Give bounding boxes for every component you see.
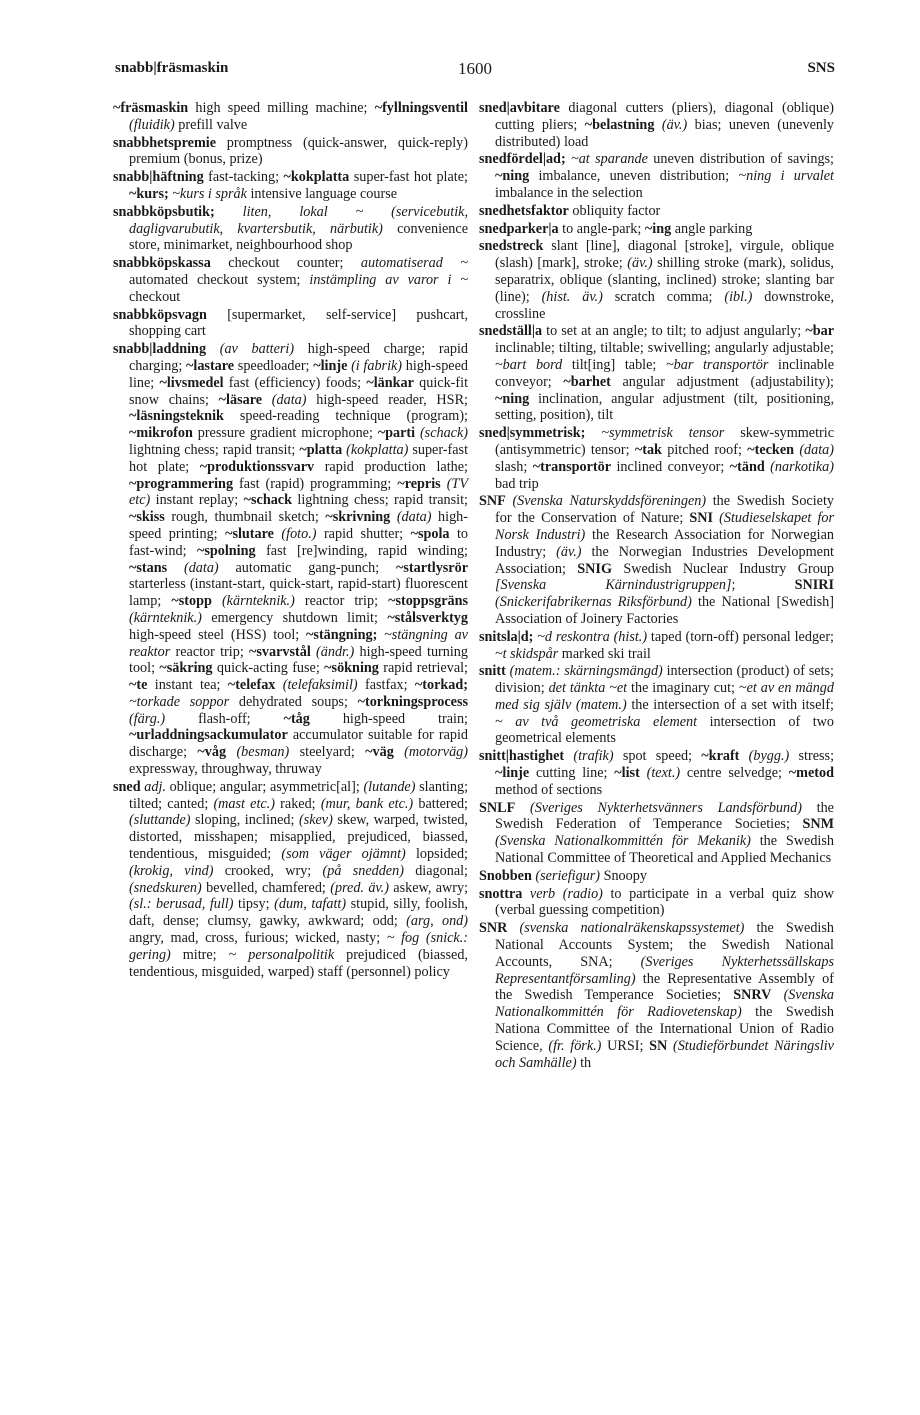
headword: ~livsmedel bbox=[159, 374, 224, 391]
definition-text: angry, mad, cross, furious; wicked, nasty; bbox=[129, 930, 387, 947]
usage-label: ~bart bord bbox=[495, 356, 563, 373]
headword: sned bbox=[113, 778, 141, 795]
usage-label: (Studieförbundet Näringsliv och Samhälle) bbox=[495, 1037, 834, 1071]
definition-text: stress; bbox=[789, 748, 835, 765]
headword: ~programmering bbox=[129, 475, 234, 492]
definition-text: intensive language course bbox=[246, 185, 398, 202]
definition-text: skew-symmetric (antisymmetric) tensor; bbox=[495, 425, 834, 458]
headword: SNR bbox=[479, 920, 508, 937]
definition-text: the Swedish Federation of Temperance Societies; bbox=[495, 799, 834, 833]
dictionary-entry bbox=[113, 341, 468, 778]
headword: ~stans bbox=[129, 559, 168, 576]
right-column bbox=[479, 100, 834, 1072]
usage-label: (mur, bank etc.) bbox=[320, 795, 414, 812]
dictionary-entry bbox=[479, 748, 834, 798]
headword: SNIG bbox=[577, 560, 612, 577]
usage-label: adj. bbox=[140, 778, 166, 795]
headword: snabb|häftning bbox=[113, 169, 204, 186]
headword: ~stopp bbox=[171, 593, 212, 610]
definition-text: super-fast hot plate; bbox=[129, 441, 469, 475]
usage-label: (fr. förk.) bbox=[548, 1037, 602, 1054]
definition-text: high-speed charge; rapid charging; bbox=[129, 341, 469, 374]
usage-label: (äv.) bbox=[654, 116, 688, 133]
headword: ~schack bbox=[243, 492, 292, 509]
usage-label: (lutande) bbox=[363, 778, 416, 795]
usage-label: (kokplatta) bbox=[342, 441, 409, 458]
dictionary-entry bbox=[479, 920, 834, 1071]
definition-text: lightning chess; rapid transit; bbox=[129, 441, 300, 458]
definition-text: [supermarket, self-service] pushcart, shopping cart bbox=[129, 306, 468, 340]
definition-text: checkout counter; bbox=[210, 255, 361, 272]
usage-label: (foto.) bbox=[273, 525, 317, 542]
headword: ~stålsverktyg bbox=[387, 609, 468, 626]
guide-word-left: snabb|fräsmaskin bbox=[115, 60, 229, 76]
usage-label: (TV etc) bbox=[129, 475, 468, 509]
headword: ~torkad; bbox=[414, 677, 469, 694]
definition-text: high-speed turning tool; bbox=[129, 643, 468, 677]
usage-label: det tänkta ~et bbox=[548, 680, 628, 697]
definition-text: dehydrated soups; bbox=[229, 693, 358, 710]
definition-text: pressure gradient microphone; bbox=[192, 425, 378, 442]
headword: ~skiss bbox=[129, 509, 165, 526]
definition-text: the imaginary cut; bbox=[627, 680, 739, 697]
definition-text: cutting line; bbox=[529, 765, 615, 782]
dictionary-entry bbox=[479, 629, 834, 663]
headword: Snobben bbox=[479, 867, 532, 884]
usage-label: automatiserad ~ bbox=[360, 255, 468, 272]
definition-text: th bbox=[576, 1054, 592, 1071]
headword: ~parti bbox=[377, 425, 416, 442]
definition-text: tipsy; bbox=[233, 896, 275, 913]
definition-text: automatic gang-punch; bbox=[218, 559, 397, 576]
headword: ~torkningsprocess bbox=[357, 693, 468, 710]
headword: ~ning bbox=[495, 390, 530, 407]
definition-text: ; bbox=[731, 577, 795, 594]
definition-text: to fast-wind; bbox=[129, 525, 468, 559]
headword: ~spola bbox=[410, 525, 450, 542]
usage-label: (telefaksimil) bbox=[275, 677, 358, 694]
headword: ~produktionssvarv bbox=[199, 458, 315, 475]
headword: ~linje bbox=[313, 357, 348, 374]
definition-text: intersection (product) of sets; division; bbox=[495, 663, 834, 697]
definition-text: inclination, angular adjustment (tilt, positioning, setting, position), tilt bbox=[495, 390, 834, 424]
headword: ~metod bbox=[788, 765, 834, 782]
headword: snabbhetspremie bbox=[113, 134, 217, 151]
definition-text: high-speed steel (HSS) tool; bbox=[129, 626, 307, 643]
headword: ~repris bbox=[397, 475, 441, 492]
definition-text: crooked, wry; bbox=[213, 862, 323, 879]
definition-text: inclinable; tilting, tiltable; swivelling; angularly adjustable; bbox=[495, 340, 834, 357]
definition-text: slanting; tilted; canted; bbox=[129, 778, 469, 812]
usage-label: ~et av en mängd med sig själv (matem.) bbox=[495, 680, 834, 713]
definition-text: the National [Swedish] Association of Joinery Factories bbox=[495, 594, 834, 627]
definition-text: Snoopy bbox=[600, 867, 647, 884]
definition-text: instant replay; bbox=[150, 492, 244, 509]
definition-text: rough, thumbnail sketch; bbox=[164, 509, 326, 526]
headword: ~stoppsgräns bbox=[388, 593, 469, 610]
usage-label: ~ av två geometriska element bbox=[495, 713, 698, 730]
headword: ~sökning bbox=[324, 660, 379, 677]
usage-label: (fluidik) bbox=[129, 116, 175, 133]
headword: snottra bbox=[479, 885, 523, 902]
usage-label: (äv.) bbox=[556, 543, 582, 560]
page-header bbox=[115, 60, 835, 82]
definition-text: to set at an angle; to tilt; to adjust angularly; bbox=[542, 323, 806, 340]
definition-text: rapid production lathe; bbox=[314, 458, 468, 475]
definition-text: the Research Association for Norwegian Industry; bbox=[495, 526, 834, 560]
dictionary-entry bbox=[479, 663, 834, 747]
definition-text: centre selvedge; bbox=[680, 765, 789, 782]
usage-label: (hist. äv.) bbox=[541, 288, 603, 305]
usage-label: [Svenska Kärnindustrigruppen] bbox=[495, 577, 732, 594]
usage-label: instämpling av varor i ~ bbox=[309, 271, 469, 288]
headword: snabb|laddning bbox=[113, 341, 207, 358]
headword: SNF bbox=[479, 493, 506, 510]
headword: snabbköpsvagn bbox=[113, 306, 207, 323]
definition-text: fast (rapid) programming; bbox=[233, 475, 398, 492]
dictionary-entry bbox=[479, 238, 834, 322]
guide-word-right: SNS bbox=[807, 60, 835, 76]
dictionary-entry bbox=[479, 203, 834, 220]
headword: SN bbox=[649, 1037, 668, 1054]
definition-text: flash-off; bbox=[165, 710, 284, 727]
definition-text: the Norwegian Industries Development Association; bbox=[495, 543, 834, 577]
headword: ~säkring bbox=[159, 660, 213, 677]
dictionary-entry bbox=[479, 493, 834, 627]
definition-text: fast [re]winding, rapid winding; bbox=[255, 542, 468, 559]
definition-text: oblique; angular; asymmetric[al]; bbox=[165, 778, 364, 795]
headword: snitsla|d; bbox=[479, 628, 534, 645]
headword: ~länkar bbox=[366, 374, 414, 391]
dictionary-entry bbox=[113, 779, 468, 981]
dictionary-entry bbox=[113, 204, 468, 254]
definition-text: quick-acting fuse; bbox=[212, 660, 325, 677]
usage-label: ~torkade soppor bbox=[129, 693, 230, 710]
definition-text: bias; uneven (unevenly distributed) load bbox=[495, 116, 835, 150]
definition-text: promptness (quick-answer, quick-reply) premium (bonus, prize) bbox=[129, 134, 468, 168]
usage-label: (kärnteknik.) bbox=[129, 609, 202, 626]
dictionary-entry bbox=[479, 221, 834, 238]
usage-label: (Svenska Nationalkommittén för Radiovetenskap) bbox=[495, 987, 834, 1021]
usage-label: (Svenska Nationalkommittén för Mekanik) bbox=[495, 833, 751, 850]
headword: ~skrivning bbox=[325, 509, 391, 526]
definition-text: fastfax; bbox=[357, 677, 415, 694]
usage-label: (svenska nationalräkenskapssystemet) bbox=[507, 920, 745, 937]
definition-text: shilling stroke (mark), solidus, separatrix, oblique (slanting, inclined) stroke; slanting bar (line); bbox=[495, 255, 834, 305]
usage-label: ~t skidspår bbox=[495, 645, 559, 662]
definition-text: prejudiced (biassed, tendentious, misguided, warped) staff (personnel) policy bbox=[129, 946, 468, 980]
usage-label: (trafik) bbox=[564, 748, 614, 765]
headword: ~läsare bbox=[218, 391, 263, 408]
headword: ~fräsmaskin bbox=[113, 100, 189, 116]
headword: ~spolning bbox=[196, 542, 256, 559]
definition-text: diagonal; bbox=[403, 862, 468, 879]
headword: ~väg bbox=[365, 744, 394, 761]
headword: ~kokplatta bbox=[283, 169, 350, 186]
definition-text: marked ski trail bbox=[558, 645, 651, 662]
definition-text: to angle-park; bbox=[558, 220, 645, 237]
definition-text: method of sections bbox=[495, 781, 603, 798]
headword: snabbköpskassa bbox=[113, 255, 211, 272]
usage-label: ~at sparande bbox=[565, 151, 648, 168]
usage-label: (data) bbox=[167, 559, 219, 576]
definition-text: speedloader; bbox=[234, 357, 314, 374]
usage-label: (ändr.) bbox=[310, 643, 355, 660]
definition-text: instant tea; bbox=[147, 677, 228, 694]
usage-label: ~ fog (snick.: gering) bbox=[129, 930, 469, 963]
dictionary-entry bbox=[113, 307, 468, 341]
headword: ~våg bbox=[197, 744, 227, 761]
headword: ~fyllningsventil bbox=[374, 100, 468, 116]
headword: ~slutare bbox=[225, 525, 274, 542]
usage-label: (sluttande) bbox=[129, 812, 191, 829]
headword: ~te bbox=[129, 677, 148, 694]
headword: snedstreck bbox=[479, 238, 544, 255]
definition-text: pitched roof; bbox=[661, 441, 748, 458]
definition-text: the intersection of a set with itself; bbox=[626, 696, 834, 713]
headword: SNIRI bbox=[794, 577, 834, 594]
definition-text: accumulator suitable for rapid discharge; bbox=[129, 727, 468, 761]
headword: ~ing bbox=[644, 220, 672, 237]
usage-label: (äv.) bbox=[627, 255, 653, 272]
definition-text: fast-tacking; bbox=[203, 169, 284, 186]
usage-label: ~ning i urvalet bbox=[738, 168, 834, 185]
definition-text: spot speed; bbox=[613, 748, 702, 765]
dictionary-entry bbox=[113, 255, 468, 305]
definition-text: bevelled, chamfered; bbox=[201, 879, 331, 896]
usage-label: (sl.: berusad, full) bbox=[129, 896, 234, 913]
definition-text: speed-reading technique (program); bbox=[223, 408, 468, 425]
headword: sned|avbitare bbox=[479, 100, 560, 116]
headword: ~kraft bbox=[701, 748, 740, 765]
definition-text: high-speed printing; bbox=[129, 509, 468, 542]
headword: snedparker|a bbox=[479, 220, 559, 237]
dictionary-entry bbox=[113, 135, 468, 169]
definition-text: the Swedish Society for the Conservation of Nature; bbox=[495, 493, 834, 527]
headword: ~startlysrör bbox=[396, 559, 468, 576]
usage-label: ~ personalpolitik bbox=[228, 946, 335, 963]
usage-label: (matem.: skärningsmängd) bbox=[505, 663, 663, 680]
definition-text: expressway, throughway, thruway bbox=[129, 761, 322, 778]
definition-text: obliquity factor bbox=[568, 202, 661, 219]
definition-text: to participate in a verbal quiz show (verbal guessing competition) bbox=[495, 885, 834, 919]
usage-label: (som väger ojämnt) bbox=[281, 846, 406, 863]
definition-text: quick-fit snow chains; bbox=[129, 374, 469, 408]
headword: ~tåg bbox=[283, 710, 310, 727]
headword: ~bar bbox=[805, 323, 834, 340]
dictionary-entry bbox=[479, 868, 834, 885]
definition-text: intersection of two geometrical elements bbox=[495, 713, 834, 747]
headword: SNRV bbox=[733, 987, 772, 1004]
headword: SNI bbox=[689, 510, 714, 527]
usage-label: ~stängning av reaktor bbox=[129, 626, 468, 660]
usage-label: ~kurs i språk bbox=[168, 185, 247, 202]
usage-label: (Snickerifabrikernas Riksförbund) bbox=[495, 594, 692, 611]
definition-text: rapid retrieval; bbox=[378, 660, 468, 677]
headword: ~tak bbox=[634, 441, 662, 458]
usage-label: (i fabrik) bbox=[347, 357, 403, 374]
usage-label: ~d reskontra (hist.) bbox=[533, 628, 648, 645]
definition-text: taped (torn-off) personal ledger; bbox=[647, 628, 834, 645]
headword: sned|symmetrisk; bbox=[479, 425, 586, 442]
definition-text: askew, awry; bbox=[388, 879, 469, 896]
headword: ~mikrofon bbox=[129, 425, 193, 442]
usage-label: (dum, tafatt) bbox=[274, 896, 347, 913]
definition-text: inclined conveyor; bbox=[611, 458, 730, 475]
dictionary-entry bbox=[479, 800, 834, 867]
headword: ~ning bbox=[495, 168, 530, 185]
usage-label: (data) bbox=[794, 441, 834, 458]
usage-label: (Sveriges Nykterhetssällskaps Representantförsamling) bbox=[495, 953, 834, 987]
definition-text: slash; bbox=[495, 458, 533, 475]
definition-text: battered; bbox=[413, 795, 468, 812]
usage-label: (motorväg) bbox=[393, 744, 469, 761]
usage-label: (besman) bbox=[226, 744, 290, 761]
definition-text: Swedish Nuclear Industry Group bbox=[612, 560, 834, 577]
headword: snitt|hastighet bbox=[479, 748, 565, 765]
definition-text: tilt[ing] table; bbox=[562, 356, 666, 373]
definition-text: starterless (instant-start, quick-start, rapid-start) fluorescent lamp; bbox=[129, 576, 468, 610]
definition-text: downstroke, crossline bbox=[495, 288, 835, 322]
definition-text: fast (efficiency) foods; bbox=[223, 374, 367, 391]
headword: snabbköpsbutik; bbox=[113, 203, 215, 220]
usage-label: (bygg.) bbox=[739, 748, 790, 765]
definition-text: diagonal cutters (pliers), diagonal (oblique) cutting pliers; bbox=[495, 100, 834, 133]
definition-text: high-speed reader, HSR; bbox=[306, 391, 468, 408]
definition-text: rapid shutter; bbox=[316, 525, 411, 542]
headword: ~platta bbox=[299, 441, 343, 458]
headword: snedställ|a bbox=[479, 323, 543, 340]
usage-label: (färg.) bbox=[129, 710, 166, 727]
headword: ~tänd bbox=[729, 458, 765, 475]
definition-text: lopsided; bbox=[405, 846, 468, 863]
definition-text: reactor trip; bbox=[170, 643, 250, 660]
usage-label: (ibl.) bbox=[724, 288, 753, 305]
usage-label: ~bar transportör bbox=[665, 356, 769, 373]
definition-text: the Swedish Nationa Committee of the International Union of Radio Science, bbox=[495, 1004, 834, 1054]
dictionary-entry bbox=[479, 151, 834, 201]
definition-text: stupid, silly, foolish, daft, dense; clumsy, gawky, awkward; odd; bbox=[129, 896, 468, 930]
usage-label: (mast etc.) bbox=[213, 795, 275, 812]
usage-label: (narkotika) bbox=[764, 458, 834, 475]
headword: snitt bbox=[479, 663, 506, 680]
definition-text: checkout bbox=[129, 288, 181, 305]
definition-text: the Swedish National Accounts System; the Swedish National Accounts, SNA; bbox=[495, 920, 834, 970]
dictionary-entry bbox=[113, 100, 468, 134]
headword: ~läsningsteknik bbox=[129, 408, 224, 425]
headword: ~belastning bbox=[584, 116, 655, 133]
definition-text: automated checkout system; bbox=[129, 271, 310, 288]
headword: ~transportör bbox=[532, 458, 612, 475]
headword: snedhetsfaktor bbox=[479, 202, 569, 219]
definition-text: convenience store, minimarket, neighbourhood shop bbox=[129, 220, 468, 254]
page-number: 1600 bbox=[458, 59, 492, 78]
headword: SNM bbox=[802, 816, 834, 833]
definition-text: steelyard; bbox=[289, 744, 366, 761]
usage-label: (Sveriges Nykterhetsvänners Landsförbund) bbox=[515, 799, 802, 816]
usage-label: ~symmetrisk tensor bbox=[585, 425, 725, 442]
usage-label: liten, lokal ~ (servicebutik, dagligvarubutik, kvartersbutik, närbutik) bbox=[129, 203, 468, 237]
definition-text: reactor trip; bbox=[294, 593, 389, 610]
definition-text: skew, warped, twisted, distorted, misshapen; misapplied, prejudiced, biassed, tendentious, misguided; bbox=[129, 812, 468, 863]
dictionary-entry bbox=[479, 323, 834, 424]
headword: ~barhet bbox=[563, 373, 611, 390]
definition-text: inclinable conveyor; bbox=[495, 356, 834, 390]
definition-text: URSI; bbox=[601, 1037, 650, 1054]
definition-text: prefill valve bbox=[174, 116, 248, 133]
definition-text: the Representative Assembly of the Swedish Temperance Societies; bbox=[495, 970, 834, 1004]
headword: ~list bbox=[614, 765, 640, 782]
headword: ~kurs; bbox=[129, 185, 169, 202]
usage-label: (på snedden) bbox=[322, 862, 404, 879]
definition-text: mitre; bbox=[170, 946, 229, 963]
definition-text: angle parking bbox=[671, 220, 753, 237]
headword: ~tecken bbox=[747, 441, 795, 458]
headword: snedfördel|ad; bbox=[479, 151, 566, 168]
left-column bbox=[113, 100, 468, 981]
dictionary-entry bbox=[479, 100, 834, 150]
headword: ~urladdningsackumulator bbox=[129, 727, 288, 744]
definition-text: scratch comma; bbox=[602, 288, 725, 305]
usage-label: (kärnteknik.) bbox=[211, 593, 295, 610]
headword: SNLF bbox=[479, 799, 516, 816]
usage-label: (schack) bbox=[415, 425, 468, 442]
definition-text: imbalance, uneven distribution; bbox=[529, 168, 739, 185]
headword: ~telefax bbox=[227, 677, 276, 694]
dictionary-entry bbox=[113, 169, 468, 203]
usage-label: (text.) bbox=[639, 765, 681, 782]
usage-label: (pred. äv.) bbox=[330, 879, 389, 896]
headword: ~svarvstål bbox=[249, 643, 311, 660]
usage-label: (arg, ond) bbox=[406, 913, 468, 930]
usage-label: (av batteri) bbox=[206, 341, 295, 358]
usage-label: (seriefigur) bbox=[531, 867, 601, 884]
usage-label: (Studieselskapet for Norsk Industri) bbox=[495, 510, 835, 543]
definition-text: high-speed line; bbox=[129, 357, 468, 391]
dictionary-entry bbox=[479, 425, 834, 492]
definition-text: uneven distribution of savings; bbox=[647, 151, 834, 168]
definition-text: raked; bbox=[274, 795, 321, 812]
definition-text: high speed milling machine; bbox=[188, 100, 375, 116]
definition-text: high-speed train; bbox=[309, 710, 468, 727]
headword: ~stängning; bbox=[306, 626, 378, 643]
usage-label: (data) bbox=[390, 509, 432, 526]
usage-label: (krokig, vind) bbox=[129, 862, 214, 879]
usage-label: (skev) bbox=[298, 812, 333, 829]
headword: ~linje bbox=[495, 765, 530, 782]
headword: ~lastare bbox=[186, 357, 235, 374]
usage-label: verb (radio) bbox=[522, 885, 603, 902]
definition-text: slant [line], diagonal [stroke], virgule, oblique (slash) [mark], stroke; bbox=[495, 238, 834, 272]
usage-label: (Svenska Naturskyddsföreningen) bbox=[505, 493, 707, 510]
usage-label: (data) bbox=[262, 391, 307, 408]
definition-text: emergency shutdown limit; bbox=[201, 609, 388, 626]
definition-text: angular adjustment (adjustability); bbox=[610, 373, 834, 390]
definition-text: lightning chess; rapid transit; bbox=[292, 492, 468, 509]
definition-text: sloping, inclined; bbox=[190, 812, 299, 829]
dictionary-entry bbox=[479, 886, 834, 920]
usage-label: (snedskuren) bbox=[129, 879, 202, 896]
definition-text: imbalance in the selection bbox=[495, 184, 643, 201]
definition-text: the Swedish National Committee of Theoretical and Applied Mechanics bbox=[495, 833, 834, 867]
definition-text: bad trip bbox=[495, 475, 539, 492]
definition-text: super-fast hot plate; bbox=[349, 169, 468, 186]
